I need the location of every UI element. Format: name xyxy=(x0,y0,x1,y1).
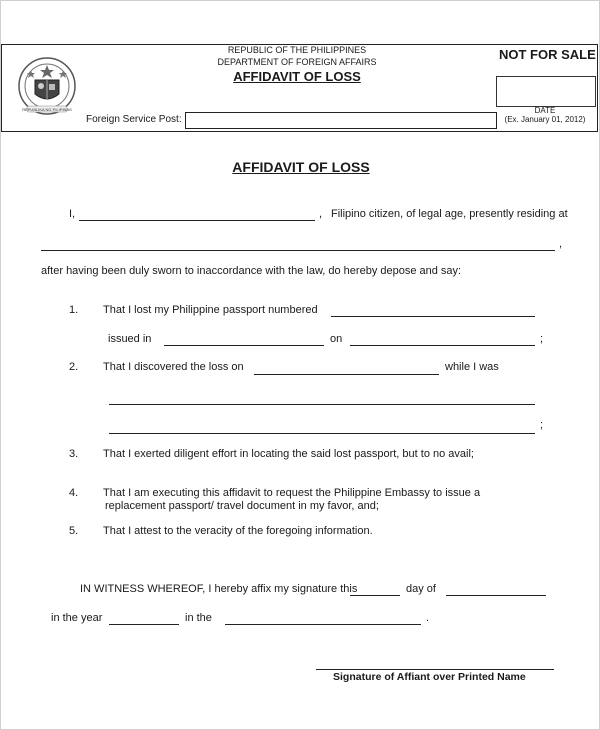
issued-on-field[interactable] xyxy=(350,345,535,346)
trailing-comma: , xyxy=(559,238,563,250)
signature-label: Signature of Affiant over Printed Name xyxy=(333,671,526,683)
day-of-label: day of xyxy=(406,583,436,595)
item-5-number: 5. xyxy=(69,525,79,537)
item-2-number: 2. xyxy=(69,361,79,373)
discovery-date-field[interactable] xyxy=(254,374,439,375)
item-2-text: That I discovered the loss on xyxy=(103,361,244,373)
not-for-sale-label: NOT FOR SALE xyxy=(499,47,596,62)
department-label: DEPARTMENT OF FOREIGN AFFAIRS xyxy=(217,57,377,67)
citizen-text: Filipino citizen, of legal age, presently residing at xyxy=(331,208,568,220)
item-1-number: 1. xyxy=(69,304,79,316)
circumstance-field-1[interactable] xyxy=(109,404,535,405)
sworn-text: after having been duly sworn to inaccordance with the law, do hereby depose and say: xyxy=(41,265,462,277)
item-4-number: 4. xyxy=(69,487,79,499)
place-field[interactable] xyxy=(225,624,421,625)
witness-period: . xyxy=(426,612,430,624)
date-field[interactable] xyxy=(496,76,596,107)
signature-line[interactable] xyxy=(316,669,554,670)
page-title: AFFIDAVIT OF LOSS xyxy=(232,159,370,175)
item-1-semicolon: ; xyxy=(540,333,544,345)
witness-text: IN WITNESS WHEREOF, I hereby affix my signature this xyxy=(80,583,358,595)
in-the-label: in the xyxy=(185,612,212,624)
month-field[interactable] xyxy=(446,595,546,596)
foreign-service-post-label: Foreign Service Post: xyxy=(86,114,182,125)
on-label: on xyxy=(330,333,343,345)
date-example: (Ex. January 01, 2012) xyxy=(504,115,586,124)
i-label: I, xyxy=(69,208,76,220)
comma: , xyxy=(319,208,323,220)
item-5-text: That I attest to the veracity of the foregoing information. xyxy=(103,525,373,537)
form-header xyxy=(1,44,598,132)
residence-field[interactable] xyxy=(41,250,555,251)
issued-in-label: issued in xyxy=(108,333,152,345)
item-3-number: 3. xyxy=(69,448,79,460)
item-1-text: That I lost my Philippine passport numbered xyxy=(103,304,318,316)
seal-text: REPUBLIKA NG PILIPINAS xyxy=(22,107,72,112)
year-field[interactable] xyxy=(109,624,179,625)
item-2-semicolon: ; xyxy=(540,419,544,431)
passport-number-field[interactable] xyxy=(331,316,535,317)
foreign-service-post-field[interactable] xyxy=(185,112,497,129)
while-label: while I was xyxy=(445,361,499,373)
issued-in-field[interactable] xyxy=(164,345,324,346)
item-3-text: That I exerted diligent effort in locating the said lost passport, but to no avail; xyxy=(103,448,474,460)
day-field[interactable] xyxy=(350,595,400,596)
in-the-year-label: in the year xyxy=(51,612,103,624)
circumstance-field-2[interactable] xyxy=(109,433,535,434)
item-4-text-continued: replacement passport/ travel document in my favor, and; xyxy=(105,500,379,512)
philippine-seal-icon xyxy=(17,56,77,118)
item-4-text: That I am executing this affidavit to request the Philippine Embassy to issue a xyxy=(103,487,481,499)
name-field[interactable] xyxy=(79,220,315,221)
republic-label: REPUBLIC OF THE PHILIPPINES xyxy=(227,45,367,55)
date-label: DATE xyxy=(534,106,556,115)
header-form-title: AFFIDAVIT OF LOSS xyxy=(233,69,361,84)
